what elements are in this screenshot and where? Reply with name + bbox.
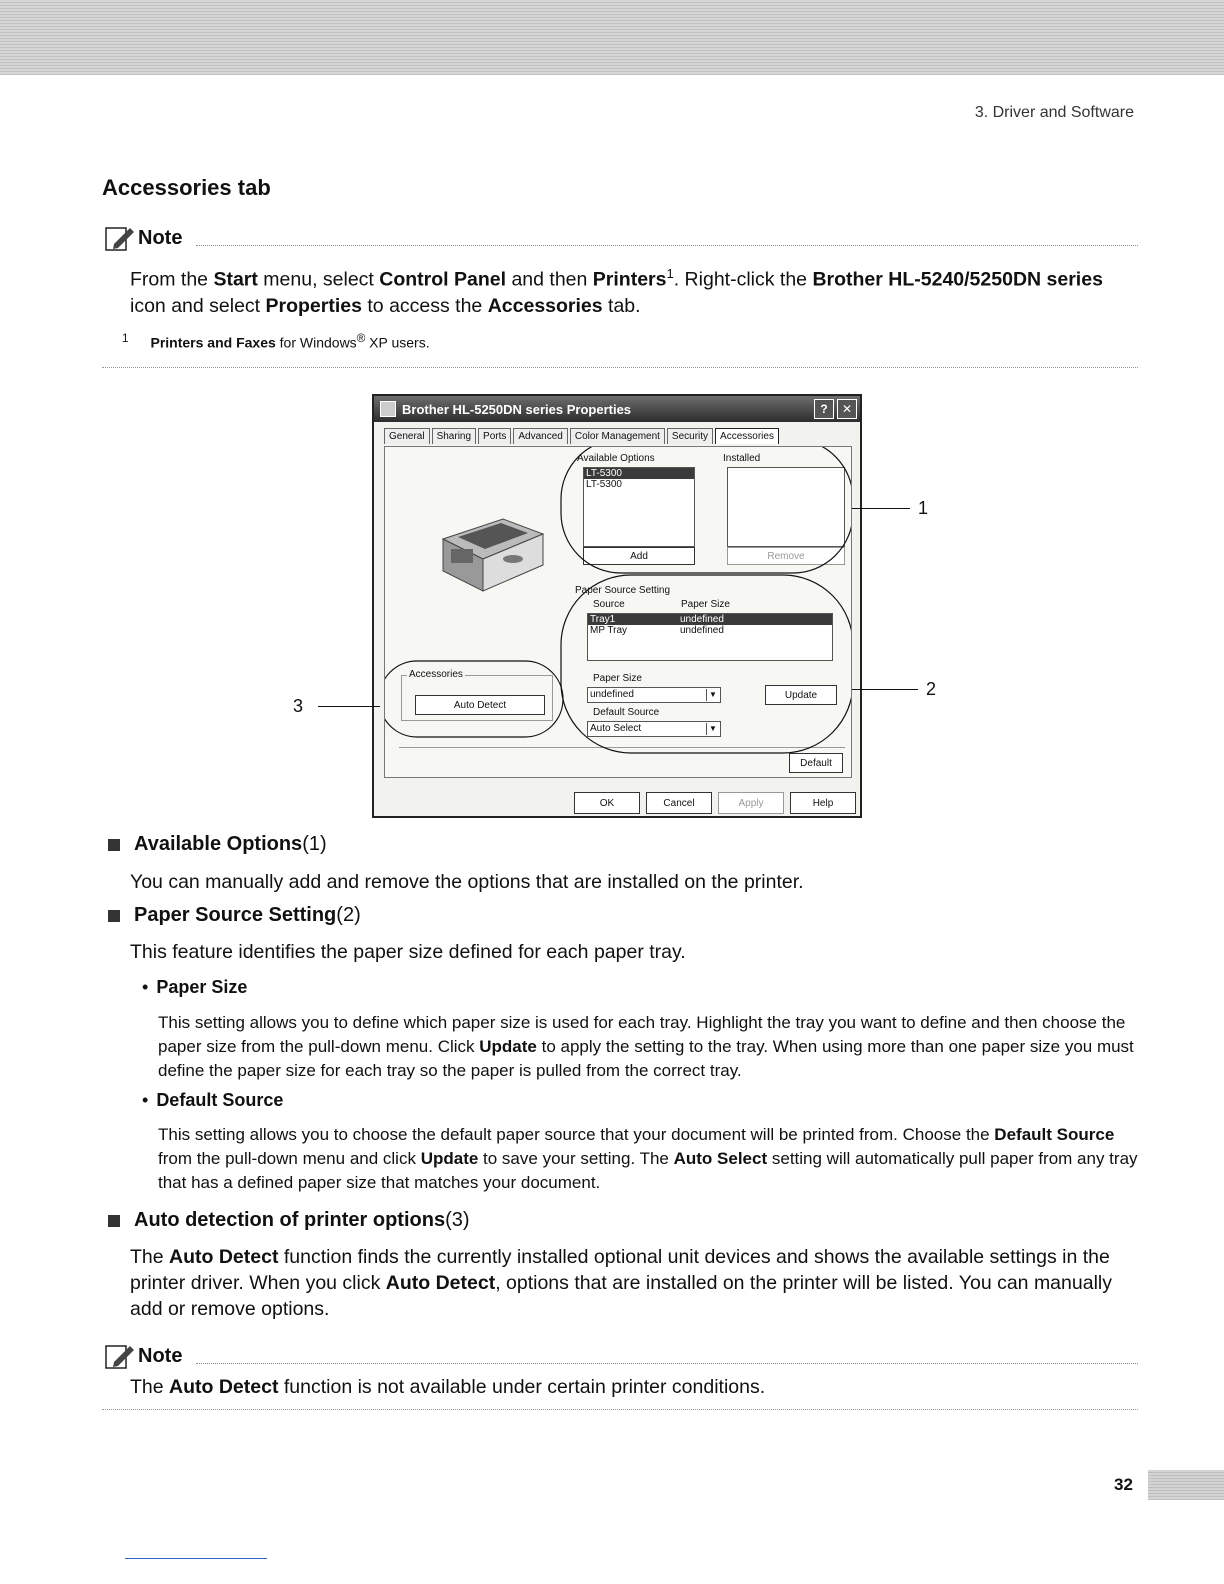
tab-general[interactable]: General (384, 428, 430, 444)
chevron-down-icon: ▼ (706, 689, 719, 701)
note-header (104, 1342, 1138, 1370)
paper-source-text: This feature identifies the paper size defined for each paper tray. (130, 941, 686, 963)
paper-source-heading: Paper Source Setting (2) (108, 904, 361, 927)
accessories-panel (384, 446, 852, 778)
auto-detection-text: The Auto Detect function finds the currently installed optional unit devices and shows the available settings in the printer driver. When you click Auto Detect, options that are installed on the printer will be listed. You can manually add or remove options. (130, 1246, 1112, 1320)
note-text: From the Start menu, select Control Panel and then Printers$^1$. Right-click the Brother HL-5240/5250DN series icon and select Properties to access the Accessories tab. (130, 266, 1103, 317)
source-column-header: Source (593, 599, 625, 610)
bottom-line (125, 1558, 267, 1559)
callout-1: 1 (918, 498, 929, 518)
running-head: 3. Driver and Software (974, 104, 1134, 121)
bullet-square-icon (108, 910, 120, 922)
note-rule (196, 1349, 1138, 1364)
list-item[interactable]: LT-5300 (584, 468, 694, 479)
add-button[interactable]: Add (583, 547, 695, 565)
help-button[interactable]: Help (790, 792, 856, 814)
installed-list[interactable] (727, 467, 845, 547)
properties-dialog (372, 394, 862, 818)
note-pen-icon (104, 224, 136, 252)
available-options-heading: Available Options (1) (108, 833, 327, 856)
note-text: The Auto Detect function is not available under certain printer conditions. (130, 1376, 766, 1398)
accessories-group-label: Accessories (409, 669, 463, 680)
paper-size-label: Paper Size (593, 673, 642, 684)
tab-security[interactable]: Security (667, 428, 713, 444)
default-button[interactable]: Default (789, 753, 843, 773)
note-end-rule (102, 1409, 1138, 1410)
close-icon[interactable]: ✕ (837, 399, 857, 419)
callout-line-2 (852, 689, 918, 690)
paper-source-list[interactable] (587, 613, 833, 661)
callout-line-1 (852, 508, 910, 509)
default-source-subheading: • Default Source (142, 1090, 284, 1110)
available-options-text: You can manually add and remove the options that are installed on the printer. (130, 871, 804, 893)
paper-source-setting-label: Paper Source Setting (575, 585, 671, 596)
paper-size-text: This setting allows you to define which paper size is used for each tray. Highlight the tray you want to define and then choose the paper size from the pull-down menu. Click Update to apply the setting to the tray. When using more than one paper size you must define the paper size for each tray so the paper is pulled from the correct tray. (158, 1013, 1134, 1080)
bullet-square-icon (108, 1215, 120, 1227)
remove-button[interactable]: Remove (727, 547, 845, 565)
tab-accessories[interactable]: Accessories (715, 428, 779, 444)
chevron-down-icon: ▼ (706, 723, 719, 735)
apply-button[interactable]: Apply (718, 792, 784, 814)
callout-3: 3 (293, 696, 304, 716)
dialog-title: Brother HL-5250DN series Properties (402, 401, 632, 417)
table-row[interactable]: Tray1 undefined (588, 614, 832, 625)
available-options-list[interactable] (583, 467, 695, 547)
callout-line-3 (318, 706, 380, 707)
paper-size-subheading: • Paper Size (142, 977, 248, 997)
available-options-label: Available Options (577, 453, 655, 464)
page-tab-decoration (1148, 1470, 1224, 1500)
page-number: 32 (1114, 1475, 1133, 1494)
update-button[interactable]: Update (765, 685, 837, 705)
dialog-tabs (384, 428, 781, 444)
top-decorative-band (0, 0, 1224, 75)
tab-ports[interactable]: Ports (478, 428, 511, 444)
paper-size-select[interactable]: undefined ▼ (587, 687, 721, 703)
auto-detection-heading: Auto detection of printer options (3) (108, 1209, 470, 1232)
installed-label: Installed (723, 453, 761, 464)
note-end-rule (102, 367, 1138, 368)
note-label: Note (138, 1344, 183, 1367)
printer-image (433, 499, 549, 595)
panel-divider (399, 747, 845, 748)
default-source-label: Default Source (593, 707, 660, 718)
auto-detect-button[interactable]: Auto Detect (415, 695, 545, 715)
printer-window-icon (380, 401, 396, 417)
cancel-button[interactable]: Cancel (646, 792, 712, 814)
footnote: $^1$ Printers and Faxes for Windows® XP users. (122, 332, 430, 351)
note-label: Note (138, 226, 183, 249)
tab-color-management[interactable]: Color Management (570, 428, 665, 444)
section-title: Accessories tab (102, 175, 271, 200)
default-source-select[interactable]: Auto Select ▼ (587, 721, 721, 737)
default-source-text: This setting allows you to choose the default paper source that your document will be printed from. Choose the Default Source from the pull-down menu and click Update to save your setting. The Auto Select setting will automatically pull paper from any tray that has a defined paper size that matches your document. (158, 1125, 1138, 1192)
note-rule (196, 231, 1138, 246)
ok-button[interactable]: OK (574, 792, 640, 814)
list-item[interactable]: LT-5300 (586, 479, 622, 490)
table-row[interactable]: MP Tray undefined (590, 625, 724, 636)
note-pen-icon (104, 1342, 136, 1370)
paper-size-column-header: Paper Size (681, 599, 730, 610)
help-title-button[interactable]: ? (814, 399, 834, 419)
callout-2: 2 (926, 679, 937, 699)
note-header (104, 224, 1138, 252)
tab-sharing[interactable]: Sharing (432, 428, 476, 444)
bullet-square-icon (108, 839, 120, 851)
tab-advanced[interactable]: Advanced (513, 428, 567, 444)
dialog-titlebar (374, 396, 860, 422)
